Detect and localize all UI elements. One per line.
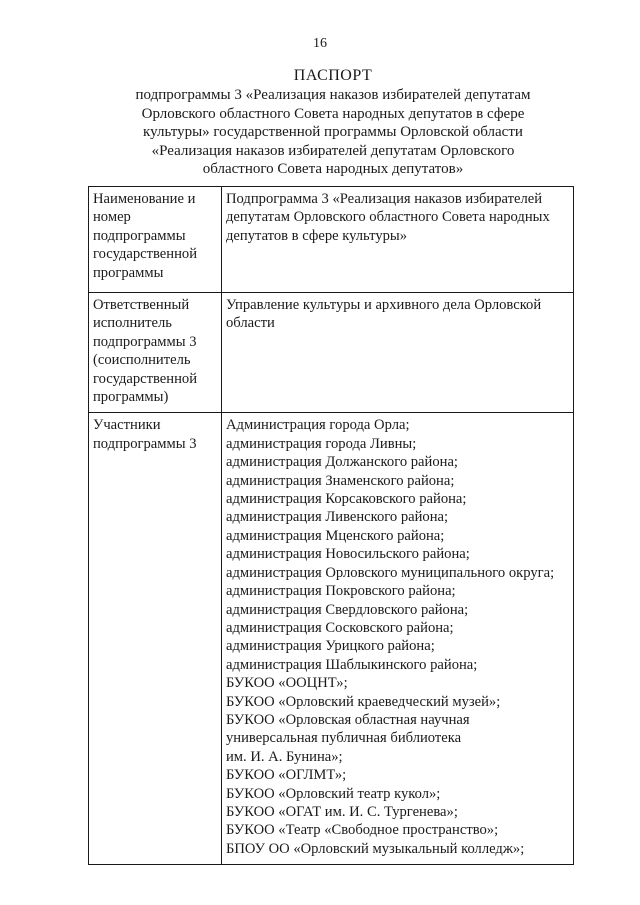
participant-line: администрация Новосильского района; [226,546,470,563]
row-label-line: (соисполнитель [93,352,191,369]
participant-line: администрация Свердловского района; [226,601,469,618]
participant-line: администрация Знаменского района; [226,472,455,489]
row-label-cell [89,187,222,293]
participant-line: универсальная публичная библиотека [226,730,462,747]
participant-item [226,619,569,637]
participant-line: БУКОО «Орловский театр кукол»; [226,785,441,802]
row-label-line: Наименование и [93,191,196,207]
row-value-line: Управление культуры и архивного дела Орловской [226,297,542,313]
participant-item [226,711,569,766]
row-value-line: Подпрограмма 3 «Реализация наказов избирателей [226,191,543,207]
row-label-line: программы) [93,389,169,406]
participant-line: БУКОО «Театр «Свободное пространство»; [226,822,499,839]
participant-line: администрация города Ливны; [226,435,417,452]
participant-line: администрация Мценского района; [226,527,445,544]
participant-line: БПОУ ОО «Орловский музыкальный колледж»; [226,840,525,857]
row-label-line: подпрограммы [93,227,186,244]
participant-line: администрация Покровского района; [226,583,456,600]
row-value-line: области [226,315,275,332]
row-label-cell [89,293,222,413]
participant-item [226,564,569,582]
participant-line: Администрация города Орла; [226,417,410,434]
participant-line: им. И. А. Бунина»; [226,748,343,765]
page-number: 16 [313,36,327,51]
participant-item [226,416,569,434]
subtitle-line: подпрограммы 3 «Реализация наказов избирателей депутатам [135,87,531,103]
participant-item [226,840,569,858]
participant-item [226,785,569,803]
participant-line: администрация Корсаковского района; [226,491,467,508]
participant-line: администрация Орловского муниципального округа; [226,564,555,581]
participant-line: БУКОО «ОГАТ им. И. С. Тургенева»; [226,803,458,820]
participant-item [226,508,569,526]
subtitle-line: Орловского областного Совета народных депутатов в сфере [141,105,525,122]
table-row-responsible-executor [89,293,574,413]
row-label-line: подпрограммы 3 [93,333,197,350]
row-label-line: Участники [93,417,161,434]
row-value-line: депутатов в сфере культуры» [226,227,408,244]
row-label-line: государственной [93,370,198,387]
table-row-subprogram-name [89,187,574,293]
participant-line: администрация Сосковского района; [226,619,454,636]
row-label-line: исполнитель [93,315,172,332]
passport-table [88,186,574,865]
participant-line: БУКОО «Орловский краеведческий музей»; [226,693,501,710]
participant-item [226,490,569,508]
participant-item [226,545,569,563]
row-value-cell [222,413,574,865]
participant-item [226,674,569,692]
table-row-participants [89,413,574,865]
participant-item [226,472,569,490]
participant-line: БУКОО «ООЦНТ»; [226,675,348,692]
subtitle-line: «Реализация наказов избирателей депутатам Орловского [151,142,515,159]
row-label-line: номер [93,209,131,226]
row-value-cell [222,187,574,293]
participant-line: БУКОО «ОГЛМТ»; [226,767,347,784]
participant-item [226,435,569,453]
row-label-line: Ответственный [93,297,190,313]
document-header [92,66,574,179]
row-label-line: подпрограммы 3 [93,435,197,452]
subtitle-line: культуры» государственной программы Орловской области [143,124,523,140]
participant-item [226,766,569,784]
row-value-cell [222,293,574,413]
participant-line: БУКОО «Орловская областная научная [226,711,470,728]
participant-item [226,527,569,545]
row-value-line: депутатам Орловского областного Совета народных [226,209,550,226]
participant-line: администрация Шаблыкинского района; [226,656,478,673]
participant-item [226,656,569,674]
participant-item [226,637,569,655]
participant-item [226,582,569,600]
participant-line: администрация Урицкого района; [226,638,435,655]
document-title: ПАСПОРТ [293,67,373,84]
row-label-line: программы [93,264,164,281]
row-label-line: государственной [93,246,198,263]
participant-line: администрация Должанского района; [226,454,458,471]
participant-item [226,601,569,619]
row-label-cell [89,413,222,865]
participant-item [226,453,569,471]
participant-item [226,821,569,839]
participants-list [226,416,569,858]
document-subtitle [92,86,574,179]
subtitle-line: областного Совета народных депутатов» [202,161,464,177]
participant-item [226,693,569,711]
participant-item [226,803,569,821]
participant-line: администрация Ливенского района; [226,509,449,526]
